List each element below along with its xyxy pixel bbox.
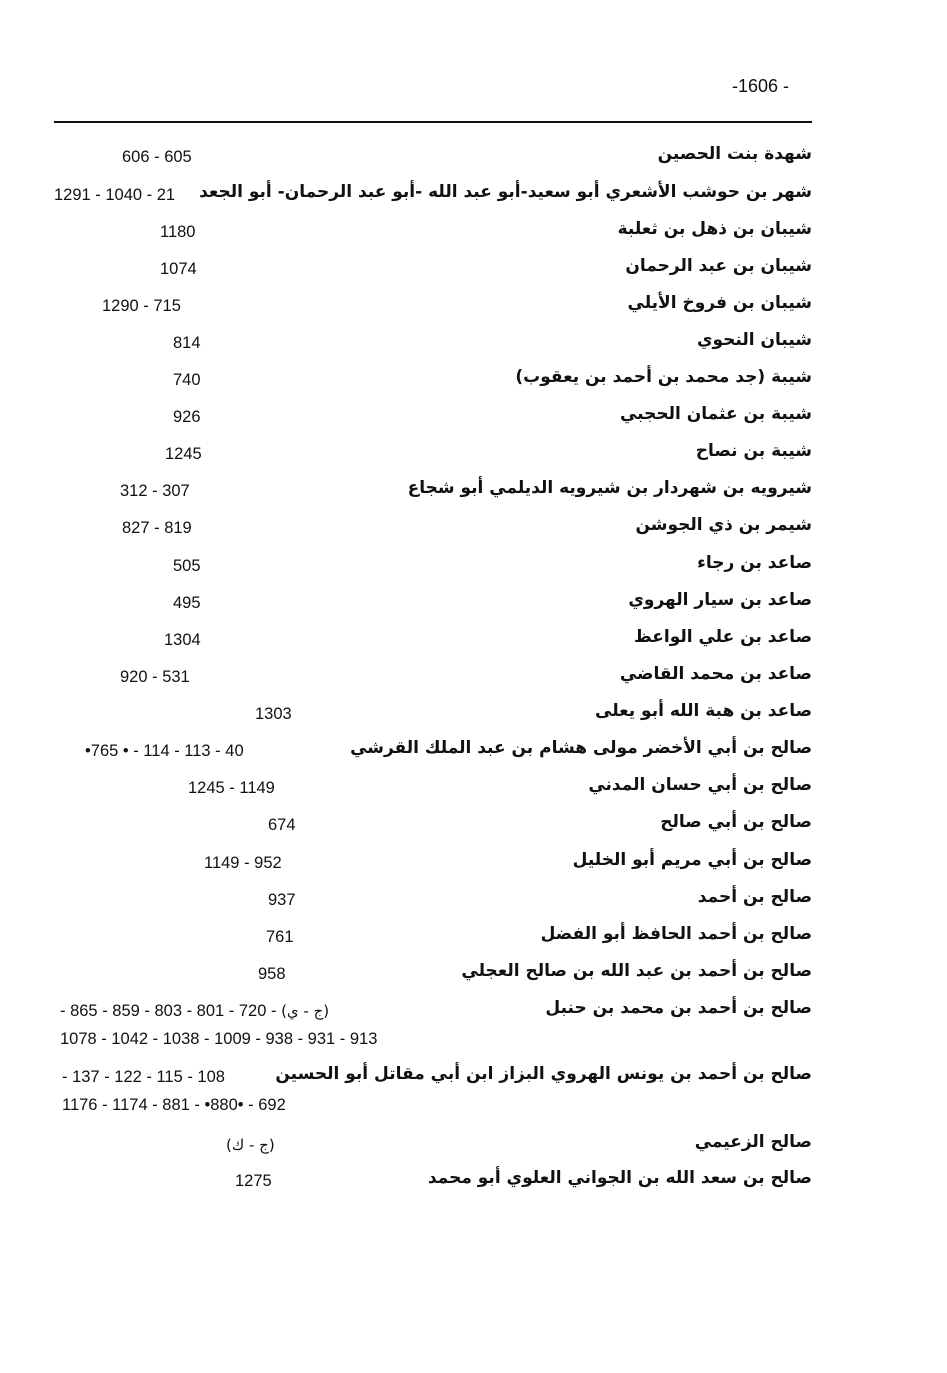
index-entry [40,1058,812,1114]
entry-pages: 1291 - 1040 - 21 [54,186,176,204]
entry-name: شهدة بنت الحصين [657,144,812,164]
entry-pages [60,1002,329,1021]
entry-name: شيبان بن ذهل بن ثعلبة [617,219,812,239]
entry-pages: 761 [266,928,294,946]
entry-name: صاعد بن محمد القاضي [619,664,812,684]
index-entry [40,658,812,694]
entry-name: شيبة بن نصاح [695,441,812,461]
entry-pages: 958 [258,965,286,983]
entry-pages: 606 - 605 [122,148,192,166]
index-entry [40,769,812,805]
index-entry [40,918,812,954]
entry-pages: •765 • - 114 - 113 - 40 [85,742,244,760]
entry-pages: 814 [173,334,201,352]
index-entry [40,584,812,620]
index-entry [40,732,812,768]
entry-pages: - 137 - 122 - 115 - 108 [62,1068,225,1086]
index-entry [40,992,812,1048]
entry-pages: 1304 [164,631,201,649]
entry-name: شهر بن حوشب الأشعري أبو سعيد-أبو عبد الله -أبو عبد الرحمان- أبو الجعد [199,182,812,202]
entry-name: صالح بن أبي مريم أبو الخليل [572,850,812,870]
entry-name: صالح بن أحمد الحافظ أبو الفضل [540,924,812,944]
entry-name: صاعد بن هبة الله أبو يعلى [595,701,812,721]
entry-pages: 740 [173,371,201,389]
page-number: -1606 - [732,76,790,96]
entry-name: شيبة (جد محمد بن أحمد بن يعقوب) [515,367,812,387]
entry-name: صالح الزعيمي [694,1132,812,1152]
index-entry [40,547,812,583]
index-entry [40,250,812,286]
entry-name: صاعد بن رجاء [697,553,812,573]
index-entry [40,844,812,880]
entry-name: صالح بن أحمد بن يونس الهروي البزاز ابن أبي مقاتل أبو الحسين [275,1064,812,1084]
entry-name: صالح بن أحمد بن عبد الله بن صالح العجلي [461,961,812,981]
entry-pages: 1245 - 1149 [188,779,275,797]
entry-pages: 920 - 531 [120,668,190,686]
entry-name: شيبان بن فروخ الأيلي [627,293,812,313]
entry-pages: 827 - 819 [122,519,192,537]
index-entry [40,287,812,323]
entry-pages: 1074 [160,260,197,278]
index-entry [40,213,812,249]
index-entry [40,435,812,471]
index-entry [40,324,812,360]
entry-name: شيمر بن ذي الجوشن [635,515,812,535]
entry-pages: 495 [173,594,201,612]
entry-pages: 937 [268,891,296,909]
entry-ref: (ج - ي) [281,1002,330,1020]
entry-pages: 1245 [165,445,202,463]
index-entry [40,472,812,508]
index-entry [40,621,812,657]
entry-pages: 674 [268,816,296,834]
index-entry [40,955,812,991]
index-entry [40,695,812,731]
entry-name: صالح بن أحمد بن محمد بن حنبل [545,998,812,1018]
entry-name: صالح بن أحمد [697,887,812,907]
entry-name: شيرويه بن شهردار بن شيرويه الديلمي أبو شجاع [407,478,812,498]
entry-pages-continued: 1176 - 1174 - 881 - •880• - 692 [62,1096,286,1114]
entry-name: صالح بن سعد الله بن الجواني العلوي أبو محمد [427,1168,812,1188]
entry-pages: 926 [173,408,201,426]
entry-name: شيبة بن عثمان الحجبي [619,404,812,424]
index-entry [40,881,812,917]
index-entry [40,138,812,174]
entry-pages: 1180 [160,223,196,241]
entry-ref: (ج - ك) [226,1136,275,1154]
entry-name: صاعد بن سيار الهروي [628,590,812,610]
entry-pages: 1275 [235,1172,272,1190]
entry-pages: 1290 - 715 [102,297,181,315]
entry-pages: 1149 - 952 [204,854,282,872]
entry-name: شيبان النحوي [696,330,812,350]
index-entry [40,1126,812,1162]
entry-name: صالح بن أبي صالح [660,812,812,832]
entry-name: صالح بن أبي حسان المدني [588,775,812,795]
index-entry [40,398,812,434]
entry-pages [226,1136,275,1155]
index-entry [40,509,812,545]
entry-name: شيبان بن عبد الرحمان [625,256,812,276]
index-entry [40,176,812,212]
entry-name: صاعد بن علي الواعظ [634,627,812,647]
entry-pages: 505 [173,557,201,575]
entry-pages-numbers: - 865 - 859 - 803 - 801 - 720 - [60,1002,277,1020]
entry-pages: 1303 [255,705,292,723]
index-entry [40,361,812,397]
entry-pages-continued: 1078 - 1042 - 1038 - 1009 - 938 - 931 - 913 [60,1030,378,1048]
entry-name: صالح بن أبي الأخضر مولى هشام بن عبد الملك القرشي [350,738,812,758]
index-entry [40,1162,812,1198]
entry-pages: 312 - 307 [120,482,190,500]
index-entry [40,806,812,842]
